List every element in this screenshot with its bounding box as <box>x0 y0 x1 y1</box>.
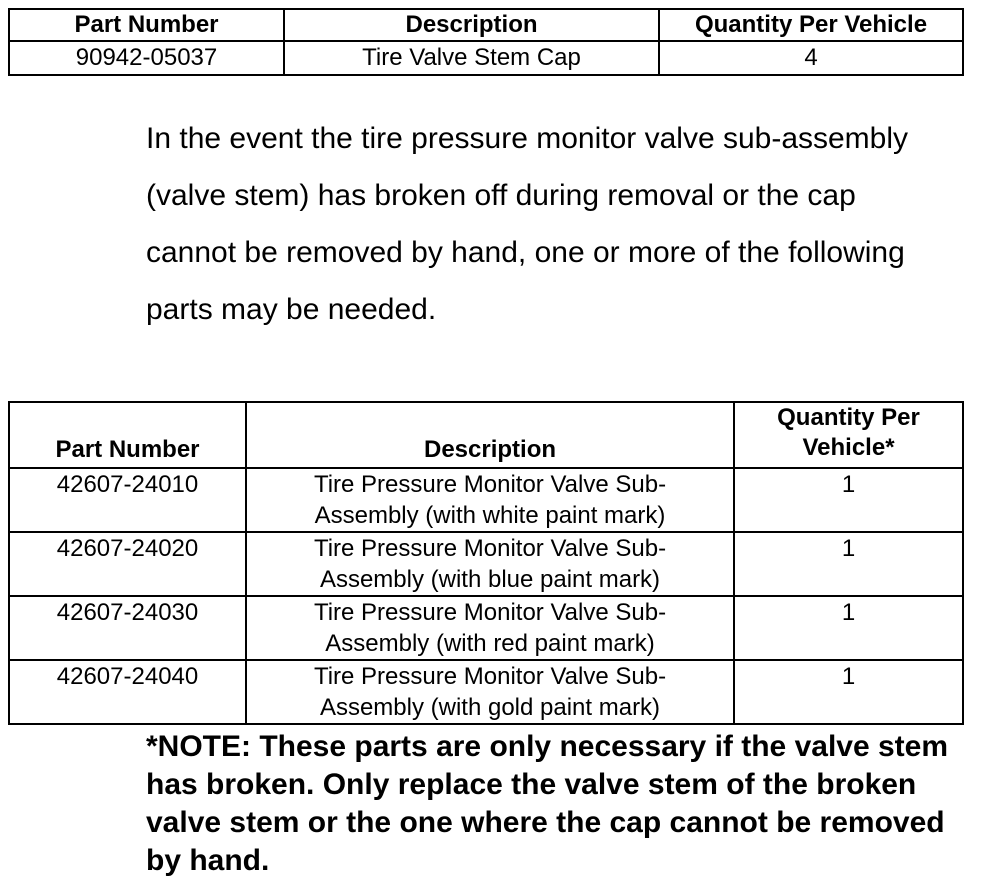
table-header-row <box>9 402 963 468</box>
cell-quantity: 1 <box>734 660 963 724</box>
header-quantity: Quantity Per Vehicle <box>659 9 963 41</box>
cell-part-number: 42607-24020 <box>9 532 246 596</box>
desc-line2: Assembly (with gold paint mark) <box>319 694 661 721</box>
desc-line1: Tire Pressure Monitor Valve Sub- <box>313 663 667 690</box>
valve-parts-table <box>8 401 964 725</box>
note-paragraph: *NOTE: These parts are only necessary if the valve stem has broken. Only replace the valve stem of the broken valve stem or the one where the cap cannot be removed by hand. <box>146 730 949 877</box>
cell-quantity: 1 <box>734 532 963 596</box>
table-row <box>9 41 963 75</box>
cell-quantity: 1 <box>734 468 963 532</box>
cell-part-number: 90942-05037 <box>9 41 284 75</box>
cap-parts-table <box>8 8 964 76</box>
cell-quantity: 4 <box>659 41 963 75</box>
cell-part-number: 42607-24030 <box>9 596 246 660</box>
cell-description <box>246 468 734 532</box>
cell-part-number: 42607-24010 <box>9 468 246 532</box>
cell-description <box>246 660 734 724</box>
cell-description <box>246 532 734 596</box>
desc-line2: Assembly (with red paint mark) <box>325 630 655 657</box>
table-row <box>9 596 963 660</box>
header-quantity <box>734 402 963 468</box>
desc-line1: Tire Pressure Monitor Valve Sub- <box>313 599 667 626</box>
desc-line1: Tire Pressure Monitor Valve Sub- <box>313 471 667 498</box>
desc-line2: Assembly (with white paint mark) <box>314 502 666 529</box>
table-row <box>9 468 963 532</box>
table-row <box>9 660 963 724</box>
desc-line2: Assembly (with blue paint mark) <box>319 566 661 593</box>
desc-line1: Tire Pressure Monitor Valve Sub- <box>313 535 667 562</box>
cell-quantity: 1 <box>734 596 963 660</box>
header-part-number: Part Number <box>9 402 246 468</box>
header-part-number: Part Number <box>9 9 284 41</box>
cell-description: Tire Valve Stem Cap <box>284 41 659 75</box>
cell-part-number: 42607-24040 <box>9 660 246 724</box>
header-quantity-line1: Quantity Per <box>777 404 920 431</box>
table-row <box>9 532 963 596</box>
cell-description <box>246 596 734 660</box>
intro-paragraph: In the event the tire pressure monitor valve sub-assembly (valve stem) has broken off during removal or the cap cannot be removed by hand, one or more of the following parts may be needed. <box>146 122 909 326</box>
header-description: Description <box>246 402 734 468</box>
header-description: Description <box>284 9 659 41</box>
header-quantity-line2: Vehicle* <box>802 434 895 461</box>
table-header-row <box>9 9 963 41</box>
